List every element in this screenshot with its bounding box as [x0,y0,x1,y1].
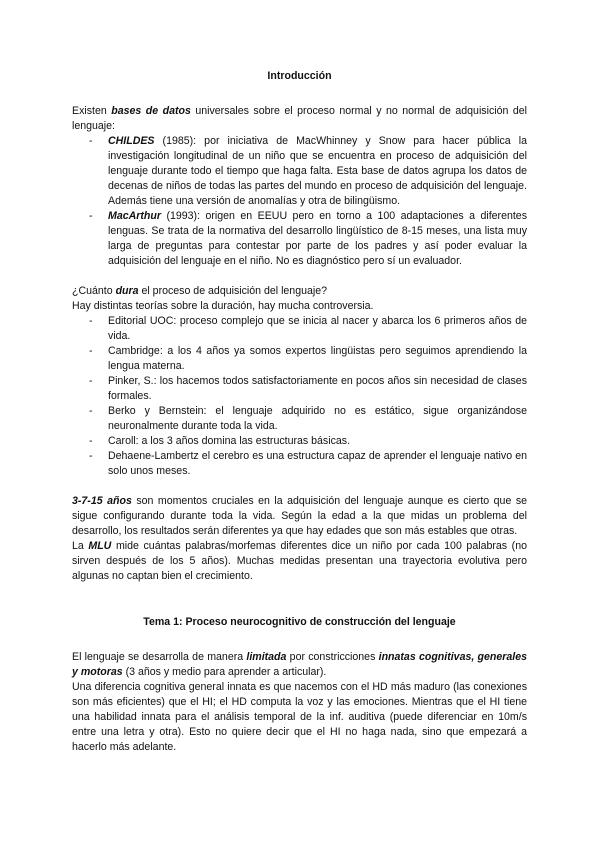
emphasis-childes: CHILDES [108,135,155,147]
emphasis-ages: 3-7-15 años [72,495,132,507]
list-dash: - [89,135,93,147]
list-item-text: Editorial UOC: proceso complejo que se inicia al nacer y abarca los 6 primeros años de vida. [108,315,527,342]
list-item-macarthur [72,209,527,269]
list-item [72,404,527,434]
database-list [72,134,527,269]
intro-title: Introducción [267,70,332,82]
list-dash: - [89,435,93,447]
ages-paragraph [72,494,527,539]
emphasis-macarthur: MacArthur [108,210,161,222]
list-dash: - [89,375,93,387]
list-dash: - [89,405,93,417]
list-item-text: (1985): por iniciativa de MacWhinney y Snow para hacer pública la investigación longitudinal de un niño que se encuentra en proceso de adquisición del lenguaje durante todo el tiempo que haga falta. Esta base de datos agrupa los datos de decenas de niños de todas las partes del mundo en proceso de adquisición del lenguaje. Además tiene una versión de anomalías y otra de bilingüismo. [108,135,527,207]
emphasis-limitada: limitada [246,651,287,663]
list-item-text: Dehaene-Lambertz el cerebro es una estructura capaz de aprender el lenguaje nativo en solo unos meses. [108,450,527,477]
document-page [72,69,527,755]
text-span: el proceso de adquisición del lenguaje? [138,285,328,297]
duration-intro: Hay distintas teorías sobre la duración, hay mucha controversia. [72,300,374,312]
list-item-text: Berko y Bernstein: el lenguaje adquirido no es estático, sigue organizándose neuronalmente durante toda la vida. [108,405,527,432]
text-span: por constricciones [286,651,379,663]
text-span: mide cuántas palabras/morfemas diferentes dice un niño por cada 100 palabras (no sirven después de los 5 años). Muchas medidas presentan una trayectoria evolutiva pero algunas no captan bien el crecimiento. [72,540,527,582]
emphasis-dura: dura [115,285,139,297]
list-item-text: Cambridge: a los 4 años ya somos expertos lingüistas pero seguimos aprendiendo la lengua materna. [108,345,527,372]
list-dash: - [89,210,93,222]
list-item [72,449,527,479]
list-item [72,314,527,344]
duration-question [72,284,527,299]
intro-paragraph [72,104,527,134]
list-item [72,434,527,449]
text-span: Existen [72,105,112,117]
tema1-paragraph-1 [72,650,527,680]
text-span: El lenguaje se desarrolla de manera [72,651,247,663]
mlu-paragraph [72,539,527,584]
text-span: universales sobre el proceso normal y no normal de adquisición del lenguaje: [72,105,528,132]
emphasis-constraints: innatas cognitivas, generales y motoras [72,651,528,678]
list-dash: - [89,450,93,462]
list-item-text: Pinker, S.: los hacemos todos satisfactoriamente en pocos años sin necesidad de clases formales. [108,375,527,402]
text-span: (3 años y medio para aprender a articular). [122,666,327,678]
tema1-title: Tema 1: Proceso neurocognitivo de construcción del lenguaje [143,616,456,628]
text-span: La [72,540,89,552]
tema1-paragraph-2: Una diferencia cognitiva general innata es que nacemos con el HD más maduro (las conexiones son más eficientes) que el HI; el HD computa la voz y las emociones. Mientras que el HI tiene una habilidad innata para el análisis temporal de la inf. auditiva (puede diferenciar en 10m/s entre una letra y otra). Esto no quiere decir que el HI no haga nada, sino que empezará a hacerlo más adelante. [72,681,527,753]
list-item-text: Caroll: a los 3 años domina las estructuras básicas. [108,435,351,447]
list-dash: - [89,345,93,357]
emphasis-mlu: MLU [88,540,112,552]
text-span: ¿Cuánto [72,285,116,297]
duration-list [72,314,527,479]
emphasis-bases-de-datos: bases de datos [111,105,191,117]
list-item-text: (1993): origen en EEUU pero en torno a 100 adaptaciones a diferentes lenguas. Se trata de la normativa del desarrollo lingüístico de 8-15 meses, una lista muy larga de preguntas para contestar por parte de los padres y así poder evaluar la adquisición del lenguaje en el niño. No es diagnóstico pero sí un evaluador. [108,210,527,267]
list-item [72,374,527,404]
list-item [72,344,527,374]
text-span: son momentos cruciales en la adquisición del lenguaje aunque es cierto que se sigue configurando durante toda la vida. Según la edad a la que midas un problema del desarrollo, los resultados serán diferentes ya que hay edades que son más estables que otras. [72,495,528,537]
list-item-childes [72,134,527,209]
list-dash: - [89,315,93,327]
